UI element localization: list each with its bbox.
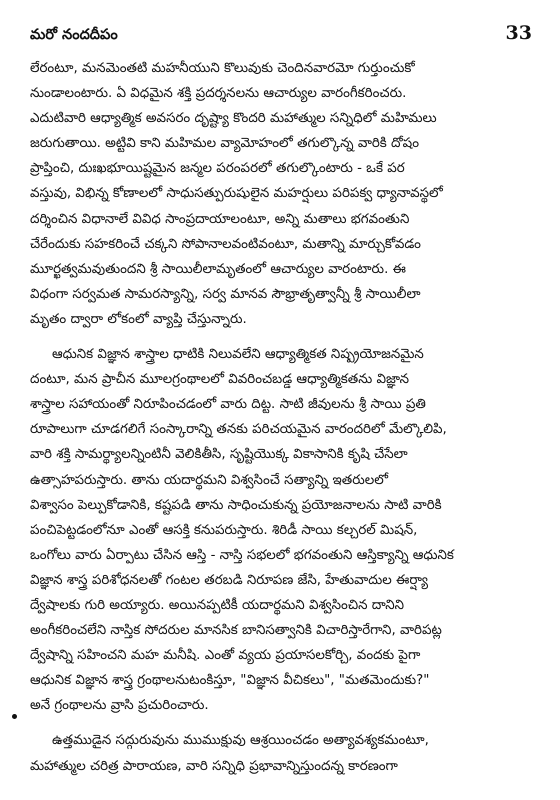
text-line: పంచిపెట్టడంలోనూ ఎంతో ఆసక్తి కనుపరుస్తారు. శిరిడీ సాయి కల్చరల్ మిషన్, <box>30 522 418 538</box>
text-line: రూపాలుగా చూడగలిగే సంస్కారాన్ని తనకు పరిచయమైన వారందరిలో మేల్కొలిపి, <box>30 422 447 438</box>
paragraph-spacer <box>30 332 534 342</box>
text-line: నుండాలంటారు. ఏ విధమైన శక్తి ప్రదర్శనలను ఆచార్యుల వారంగీకరించరు. <box>30 86 407 102</box>
text-line: లేరంటూ, మనమెంతటి మహనీయుని కొలువుకు చెందినవారమో గుర్తుంచుకో <box>30 61 415 76</box>
text-line: చేరేందుకు సహకరించే చక్కని సోపానాలవంటివంటూ, మతాన్ని మార్చుకోవడం <box>30 236 421 252</box>
text-line: దర్శించిన విధానాలే వివిధ సాంప్రదాయాలంటూ, అన్ని మతాలు భగవంతుని <box>30 211 410 227</box>
text-line: జరుగుతాయి. అట్టివి కాని మహిమల వ్యామోహంలో తగుల్కొన్న వారికి దోషం <box>30 136 420 152</box>
running-title: మరో నందదీపం <box>30 27 118 43</box>
text-line: విజ్ఞాన శాస్త్ర పరిశోధనలతో గంటల తరబడి నిరూపణ జేసి, హేతువాదుల ఈర్ష్యా <box>30 572 429 588</box>
text-line: మూర్ఖత్వమవుతుందని శ్రీ సాయిలీలామృతంలో ఆచార్యుల వారంటారు. ఈ <box>30 261 406 277</box>
paragraph-2 <box>30 342 534 718</box>
text-line: వారి శక్తి సామర్థ్యాలన్నింటినీ వెలికితీసి, సృష్టియొక్క వికాసానికి కృషి చేసేలా <box>30 447 408 463</box>
text-line: ఉత్తముడైన సద్గురువును ముముక్షువు ఆశ్రయించడం అత్యావశ్యకమంటూ, <box>52 733 429 749</box>
text-line: మహాత్ముల చరిత్ర పారాయణ, వారి సన్నిధి ప్రభావాన్నిస్తుందన్న కారణంగా <box>30 758 398 774</box>
text-line: ప్రాప్తించి, దుఃఖభూయిష్టమైన జన్మల పరంపరలో తగుల్కొంటారు - ఒకే పర <box>30 161 405 177</box>
text-line: అనే గ్రంథాలను వ్రాసి ప్రచురించారు. <box>30 698 209 714</box>
text-line: విధంగా సర్వమత సామరస్యాన్ని, సర్వ మానవ సౌభ్రాతృత్వాన్నీ శ్రీ సాయిలీలా <box>30 286 421 302</box>
margin-dot <box>12 714 17 719</box>
text-line: ఎదుటివారి ఆధ్యాత్మిక అవసరం దృష్ట్యా కొందరి మహాత్ముల సన్నిధిలో మహిమలు <box>30 111 437 127</box>
text-line: విశ్వాసం పెల్పుకోడానికి, కష్టపడి తాను సాధించుకున్న ప్రయోజనాలను సాటి వారికి <box>30 497 442 513</box>
text-line: శాస్త్రాల సహాయంతో నిరూపించడంలో వారు దిట్ట. సాటి జీవులను శ్రీ సాయి ప్రతి <box>30 397 426 413</box>
text-line: ఒంగోలు వారు ఏర్పాటు చేసిన ఆస్తి - నాస్తి సభలలో భగవంతుని ఆస్తిక్యాన్ని ఆధునిక <box>30 547 454 563</box>
text-line: ఆధునిక విజ్ఞాన శాస్త్ర గ్రంథాలనుటంకిస్తూ, "విజ్ఞాన వీచికలు", "మతమెందుకు?" <box>30 673 430 689</box>
text-line: వస్తువు, విభిన్న కోణాలలో సాధుసత్పురుషులైన మహర్షులు పరిపక్వ ధ్యానావస్థలో <box>30 186 443 202</box>
paragraph-3 <box>30 728 534 778</box>
text-line: అంగీకరించలేని నాస్తిక సోదరుల మానసిక బానిసత్వానికి విచారిస్తారేగాని, వారిపట్ల <box>30 623 442 639</box>
text-line: ఉత్సాహపరుస్తారు. తాను యదార్థమని విశ్వసించే సత్యాన్ని ఇతరులలో <box>30 472 389 488</box>
text-line: మృతం ద్వారా లోకంలో వ్యాప్తి చేస్తున్నారు. <box>30 311 247 327</box>
text-line: ద్వేషాన్ని సహించని మహ మనీషి. ఎంతో వ్యయ ప్రయాసలకోర్చి, వందకు పైగా <box>30 648 421 664</box>
text-line: ద్వేషాలకు గురి అయ్యారు. అయినప్పటికీ యదార్థమని విశ్వసించిన దానిని <box>30 597 405 613</box>
page-number: 33 <box>505 22 532 44</box>
text-line: ఆధునిక విజ్ఞాన శాస్త్రాల ధాటికి నిలువలేని ఆధ్యాత్మికత నిష్ప్రయోజనమైన <box>52 347 424 363</box>
page-header <box>30 22 534 56</box>
paragraph-spacer <box>30 718 534 728</box>
body-text <box>30 56 534 779</box>
paragraph-1 <box>30 56 534 332</box>
text-line: దంటూ, మన ప్రాచీన మూలగ్రంథాలలో వివరించబడ్డ ఆధ్యాత్మికతను విజ్ఞాన <box>30 372 410 388</box>
